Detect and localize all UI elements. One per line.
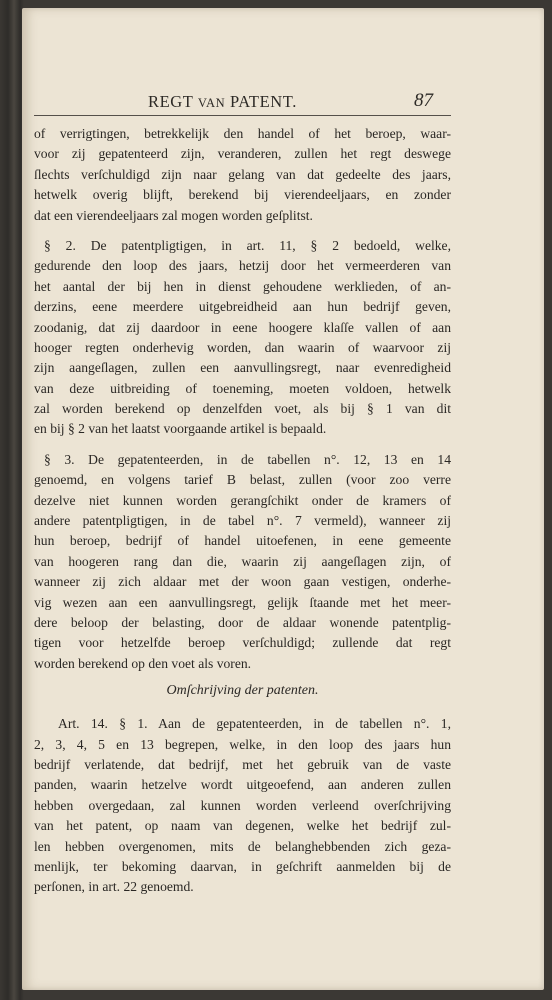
text-line: hetwelk overig blijft, berekend bij vierendeeljaars, en zonder: [34, 187, 451, 203]
text-line: andere patentpligtigen, in de tabel n°. 7 vermeld), wanneer zij: [34, 513, 451, 529]
body-text: [34, 124, 451, 898]
text-line: hun beroep, bedrijf of handel uitoefenen, in eene gemeente: [34, 533, 451, 549]
section-heading: Omſchrijving der patenten.: [166, 683, 319, 699]
text-line: van hoogeren rang dan die, waarin zij aangeſlagen zijn, of: [34, 553, 451, 569]
text-line: panden, waarin hetzelve wordt uitgeoefend, aan anderen zullen: [34, 777, 451, 793]
page-number: 87: [414, 90, 433, 111]
paragraph-3: [34, 450, 451, 674]
text-line: van deze uitbreiding of toeneming, moeten voldoen, hetwelk: [34, 380, 451, 396]
header-rule: [34, 115, 451, 116]
paragraph-2: [34, 236, 451, 440]
text-line: worden berekend op den voet als voren.: [34, 655, 252, 671]
text-line: § 3. De gepatenteerden, in de tabellen n°. 12, 13 en 14: [44, 451, 451, 467]
text-line: hooger regten onderhevig worden, dan waarin of waarvoor zij: [34, 339, 451, 355]
text-line: ſlechts verſchuldigd zijn naar gelang van dat gedeelte des jaars,: [34, 166, 451, 182]
text-line: Art. 14. § 1. Aan de gepatenteerden, in de tabellen n°. 1,: [58, 716, 451, 732]
text-line: vig wezen aan een aanvullingsregt, gelijk ſtaande met het meer-: [34, 594, 451, 610]
text-line: wanneer zij zich aldaar met der woon gaan vestigen, onderhe-: [34, 574, 451, 590]
text-line: of verrigtingen, betrekkelijk den handel of het beroep, waar-: [34, 126, 451, 141]
article-14: [34, 714, 451, 898]
text-line: perſonen, in art. 22 genoemd.: [34, 879, 194, 895]
text-line: voor zij gepatenteerd zijn, veranderen, zullen het regt deswege: [34, 146, 451, 162]
text-line: dere beloop der belasting, door de aldaar wonende patentplig-: [34, 614, 451, 630]
page-sheet: [22, 8, 544, 990]
page-header: [22, 92, 544, 116]
text-line: en bij § 2 van het laatst voorgaande artikel is bepaald.: [34, 421, 327, 437]
text-line: hebben overgedaan, zal kunnen worden verleend overſchrijving: [34, 797, 451, 813]
text-line: len hebben overgenomen, mits de belanghebbenden zich geza-: [34, 838, 451, 854]
text-line: dezelve niet kunnen worden gerangſchikt onder de kramers of: [34, 492, 451, 508]
text-line: zoodanig, dat zij daardoor in eene hoogere klaſſe vallen of aan: [34, 319, 451, 335]
text-line: derzins, eene meerdere uitgebreidheid aan hun bedrijf geven,: [34, 299, 451, 315]
text-line: gedurende den loop des jaars, hetzij door het vermeerderen van: [34, 258, 451, 274]
paragraph-1: [34, 124, 451, 226]
text-line: § 2. De patentpligtigen, in art. 11, § 2 bedoeld, welke,: [44, 237, 451, 253]
text-line: 2, 3, 4, 5 en 13 begrepen, welke, in den loop des jaars hun: [34, 736, 451, 752]
text-line: het aantal der bij hen in dienst gehoudene werklieden, of an-: [34, 278, 451, 294]
text-line: bedrijf verlatende, dat bedrijf, met het gebruik van de vaste: [34, 756, 451, 772]
text-line: van het patent, op naam van degenen, welke het bedrijf zul-: [34, 818, 451, 834]
text-line: zijn aangeſlagen, zullen een aanvullingsregt, naar evenredigheid: [34, 360, 451, 376]
text-line: genoemd, en volgens tarief B belast, zullen (voor zoo verre: [34, 472, 451, 488]
text-line: zal worden berekend op denzelfden voet, als bij § 1 van dit: [34, 401, 451, 417]
text-line: dat een vierendeeljaars zal mogen worden geſplitst.: [34, 207, 313, 223]
running-head: REGT VAN PATENT.: [148, 92, 297, 111]
text-line: menlijk, ter bekoming daarvan, in geſchrift aanmelden bij de: [34, 858, 451, 874]
text-line: tigen voor hetzelfde beroep verſchuldigd; zullende dat regt: [34, 635, 451, 651]
